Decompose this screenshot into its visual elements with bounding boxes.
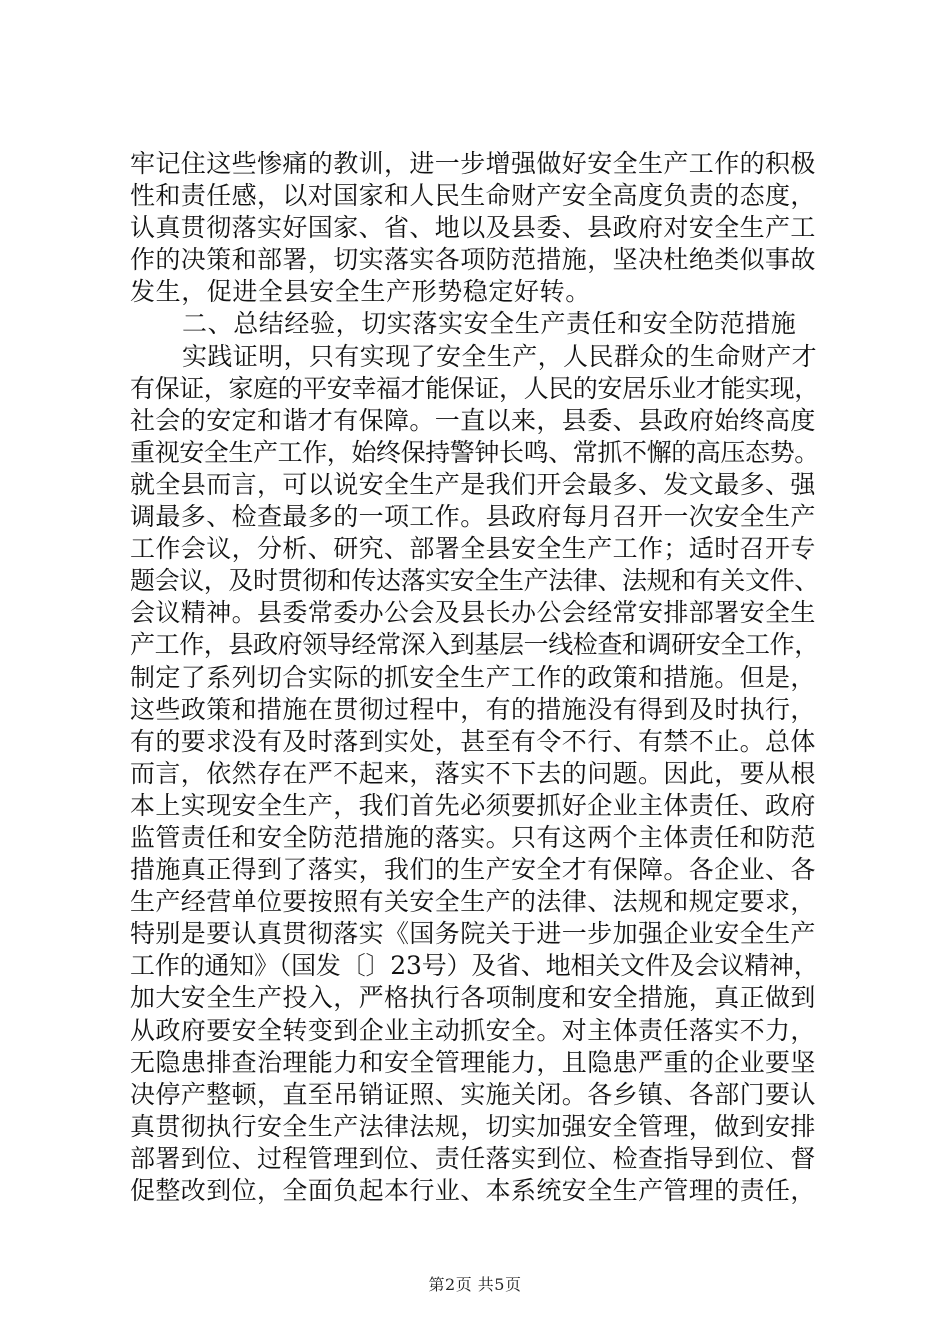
text-line: 加大安全生产投入，严格执行各项制度和安全措施，真正做到 [130, 983, 816, 1013]
text-line: 产工作，县政府领导经常深入到基层一线检查和调研安全工作， [130, 630, 819, 660]
text-line: 性和责任感，以对国家和人民生命财产安全高度负责的态度， [130, 181, 816, 211]
text-line: 这些政策和措施在贯彻过程中，有的措施没有得到及时执行， [130, 694, 816, 724]
text-line: 无隐患排查治理能力和安全管理能力，且隐患严重的企业要坚 [130, 1047, 816, 1077]
text-line: 二、总结经验，切实落实安全生产责任和安全防范措施 [182, 309, 797, 339]
text-line: 有的要求没有及时落到实处，甚至有令不行、有禁不止。总体 [130, 726, 816, 756]
text-line: 决停产整顿，直至吊销证照、实施关闭。各乡镇、各部门要认 [130, 1079, 816, 1109]
text-line: 就全县而言，可以说安全生产是我们开会最多、发文最多、强 [130, 469, 816, 499]
text-line: 本上实现安全生产，我们首先必须要抓好企业主体责任、政府 [130, 790, 816, 820]
text-line: 而言，依然存在严不起来，落实不下去的问题。因此，要从根 [130, 758, 816, 788]
body-text [130, 148, 820, 1207]
text-line: 部署到位、过程管理到位、责任落实到位、检查指导到位、督 [130, 1143, 816, 1173]
text-line: 会议精神。县委常委办公会及县长办公会经常安排部署安全生 [130, 598, 816, 628]
page-number-footer: 第2页 共5页 [428, 1275, 522, 1294]
text-line: 生产经营单位要按照有关安全生产的法律、法规和规定要求， [130, 887, 816, 917]
text-line: 工作的通知》（国发〔〕23号）及省、地相关文件及会议精神， [130, 951, 819, 981]
text-line: 题会议，及时贯彻和传达落实安全生产法律、法规和有关文件、 [130, 566, 819, 596]
text-line: 措施真正得到了落实，我们的生产安全才有保障。各企业、各 [130, 855, 816, 885]
text-line: 监管责任和安全防范措施的落实。只有这两个主体责任和防范 [130, 822, 816, 852]
text-line: 真贯彻执行安全生产法律法规，切实加强安全管理，做到安排 [130, 1111, 816, 1141]
text-line: 作的决策和部署，切实落实各项防范措施，坚决杜绝类似事故 [130, 245, 816, 275]
text-line: 制定了系列切合实际的抓安全生产工作的政策和措施。但是， [130, 662, 816, 692]
text-line: 从政府要安全转变到企业主动抓安全。对主体责任落实不力， [130, 1015, 816, 1045]
text-line: 促整改到位，全面负起本行业、本系统安全生产管理的责任， [130, 1176, 816, 1205]
text-line: 发生，促进全县安全生产形势稳定好转。 [130, 277, 591, 307]
text-line: 认真贯彻落实好国家、省、地以及县委、县政府对安全生产工 [130, 213, 816, 243]
text-line: 牢记住这些惨痛的教训，进一步增强做好安全生产工作的积极 [130, 149, 816, 178]
text-line: 重视安全生产工作，始终保持警钟长鸣、常抓不懈的高压态势。 [130, 437, 819, 467]
text-line: 实践证明，只有实现了安全生产，人民群众的生命财产才 [182, 341, 818, 371]
text-line: 调最多、检查最多的一项工作。县政府每月召开一次安全生产 [130, 502, 816, 532]
text-line: 工作会议，分析、研究、部署全县安全生产工作；适时召开专 [130, 534, 816, 564]
text-line: 特别是要认真贯彻落实《国务院关于进一步加强企业安全生产 [130, 919, 816, 949]
text-line: 社会的安定和谐才有保障。一直以来，县委、县政府始终高度 [130, 405, 816, 435]
text-line: 有保证，家庭的平安幸福才能保证，人民的安居乐业才能实现， [130, 373, 819, 403]
